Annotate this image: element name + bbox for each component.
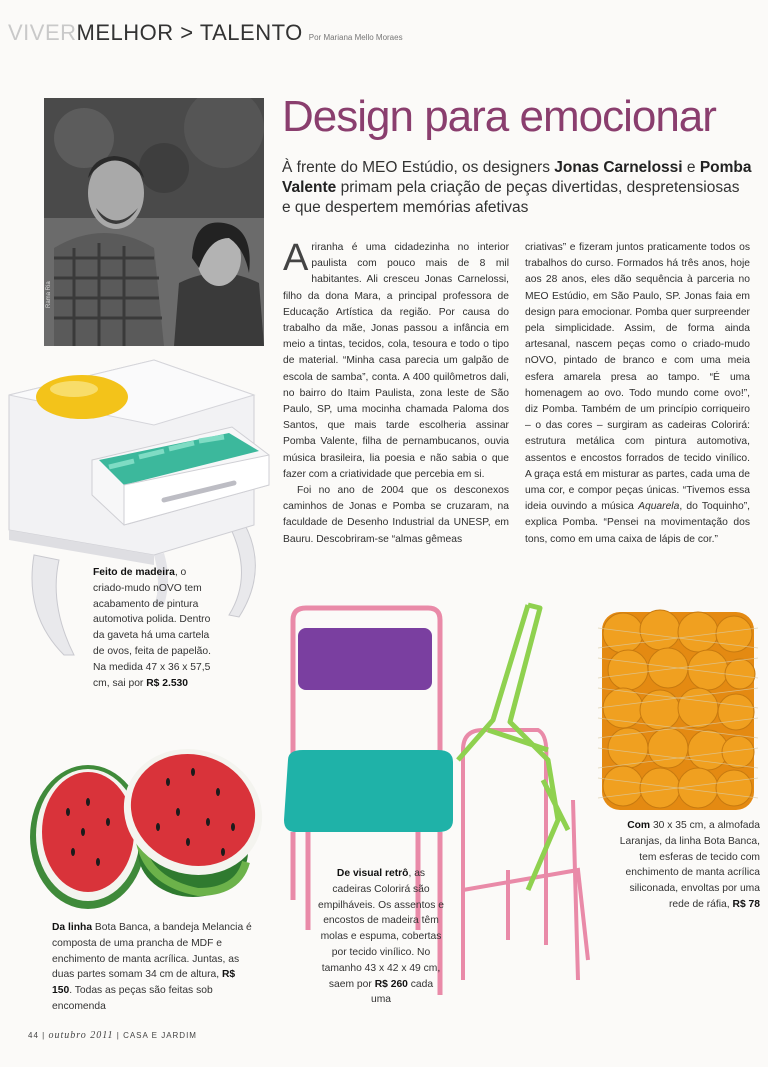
caption-watermelon bbox=[52, 920, 252, 1015]
article-deck bbox=[282, 158, 752, 218]
section-header bbox=[8, 20, 403, 46]
caption-lead: Da linha bbox=[52, 922, 93, 933]
deck-text: primam pela criação de peças divertidas, despretensiosas e que despertem memórias afetivas bbox=[282, 179, 740, 216]
watermelon-tray-photo bbox=[28, 732, 268, 912]
caption-text: Bota Banca, a bandeja Melancia é composta de uma prancha de MDF e enchimento de manta acrílica. Juntas, as duas partes somam 34 cm de altura, bbox=[52, 922, 252, 981]
caption-price: R$ 260 bbox=[374, 978, 408, 990]
article-title: Design para emocionar bbox=[282, 92, 716, 141]
portrait-photo bbox=[44, 98, 264, 346]
deck-text: e bbox=[682, 159, 700, 176]
caption-oranges bbox=[612, 818, 760, 913]
caption-text: 30 x 35 cm, a almofada Laranjas, da linha Bota Banca, tem esferas de tecido com enchimento de manta acrílica siliconada, envoltas por uma rede de ráfia, bbox=[619, 820, 760, 910]
byline: Por Mariana Mello Moraes bbox=[308, 33, 403, 42]
caption-lead: Com bbox=[627, 820, 651, 831]
caption-price: R$ 2.530 bbox=[146, 677, 189, 689]
watermelon-image bbox=[28, 732, 268, 912]
deck-name-jonas: Jonas Carnelossi bbox=[554, 159, 683, 176]
body-text: , do Toquinho”, explica Pomba. “Pensei na movimentação dos tons, como em uma caixa de lápis de cor.” bbox=[525, 501, 750, 545]
body-paragraph bbox=[525, 240, 750, 548]
caption-lead: De visual retrô bbox=[336, 868, 409, 879]
oranges-pillow-photo bbox=[598, 608, 758, 814]
deck-name-pomba: Pomba Valente bbox=[282, 159, 752, 196]
footer-divider: | bbox=[116, 1031, 124, 1040]
issue-month: outubro 2011 bbox=[48, 1030, 114, 1041]
caption-text: , as cadeiras Colorirá são empilháveis. Os assentos e encostos de madeira têm molas e espuma, cobertas por tecido vinílico. No tamanho 43 x 42 x 49 cm, saem por bbox=[318, 868, 444, 990]
body-text: criativas” e fizeram juntos praticamente todos os trabalhos do curso. Formados há três anos, hoje aos 28 anos, eles dão sequência à parceria no MEO Estúdio, em São Paulo, SP. Jonas faia em design para emocionar. Pomba quer surpreender pela simplicidade. Assim, de forma ainda artesanal, nascem peças como o criado-mudo nOVO, pintado de branco e com uma meia esfera amarela presa ao tampo. “É uma homenagem ao ovo. Todo mundo come ovo!”, diz Pomba. Também de um princípio corriqueiro – o das cores – surgiram as cadeiras Colorirá: estrutura metálica com pintura automotiva, assentos e encostos forrados de tecido vinílico. A graça está em misturar as partes, cada uma de uma cor, e compor peças únicas. “Tivemos essa ideia ouvindo a música bbox=[525, 242, 750, 513]
section-label-talento: MELHOR > TALENTO bbox=[76, 20, 303, 45]
caption-chairs bbox=[318, 866, 444, 1008]
caption-text: , o criado-mudo nOVO tem acabamento de pintura automotiva polida. Dentro da gaveta há uma cartela de ovos, feita de papelão. Na medida 47 x 36 x 57,5 cm, sai por bbox=[93, 567, 211, 689]
footer-divider: | bbox=[42, 1031, 49, 1040]
body-column-1 bbox=[283, 237, 509, 548]
photo-credit: Rama Ria bbox=[46, 281, 52, 308]
portrait-image bbox=[44, 98, 264, 346]
caption-price: R$ 78 bbox=[732, 898, 760, 910]
caption-text: . Todas as peças são feitas sob encomenda bbox=[52, 985, 213, 1012]
body-text: Foi no ano de 2004 que os desconexos caminhos de Jonas e Pomba se cruzaram, na faculdade de Desenho Industrial da UNESP, em Bauru. Descobriram-se “almas gêmeas bbox=[283, 485, 509, 545]
caption-nightstand bbox=[93, 565, 213, 691]
body-text: riranha é uma cidadezinha no interior paulista com pouco mais de 8 mil habitantes. Ali cresceu Jonas Carnelossi, filho da dona Mara, a principal professora de Educação Artística da região. Por causa do trabalho da mãe, Jonas passou a infância em meio a tintas, tecidos, cola, tesoura e todo o tipo de material. “Minha casa parecia um galpão de escola de samba”, conta. A 400 quilômetros dali, no bairro do Itaim Paulista, zona leste de São Paulo, SP, uma mocinha chamada Paloma dos Santos, que mais tarde escolheria assinar Pomba Valente, filha de pernambucanos, ouvia música brasileira, lia poesia e não sabia o que fazer com a criatividade que percebia em si. bbox=[283, 242, 509, 480]
drop-cap: A bbox=[283, 237, 309, 279]
body-column-2 bbox=[525, 240, 750, 548]
oranges-image bbox=[598, 608, 758, 814]
page-footer bbox=[28, 1030, 197, 1041]
section-label-viver: VIVER bbox=[8, 20, 77, 45]
caption-text: cada uma bbox=[370, 978, 434, 1006]
caption-price: R$ 150 bbox=[52, 969, 236, 997]
deck-text: À frente do MEO Estúdio, os designers bbox=[282, 159, 555, 176]
page-number: 44 bbox=[28, 1031, 39, 1040]
body-paragraph bbox=[283, 483, 509, 548]
song-title: Aquarela bbox=[638, 501, 680, 513]
magazine-name: CASA E JARDIM bbox=[123, 1031, 197, 1040]
body-paragraph bbox=[283, 237, 509, 483]
caption-lead: Feito de madeira bbox=[93, 567, 175, 578]
